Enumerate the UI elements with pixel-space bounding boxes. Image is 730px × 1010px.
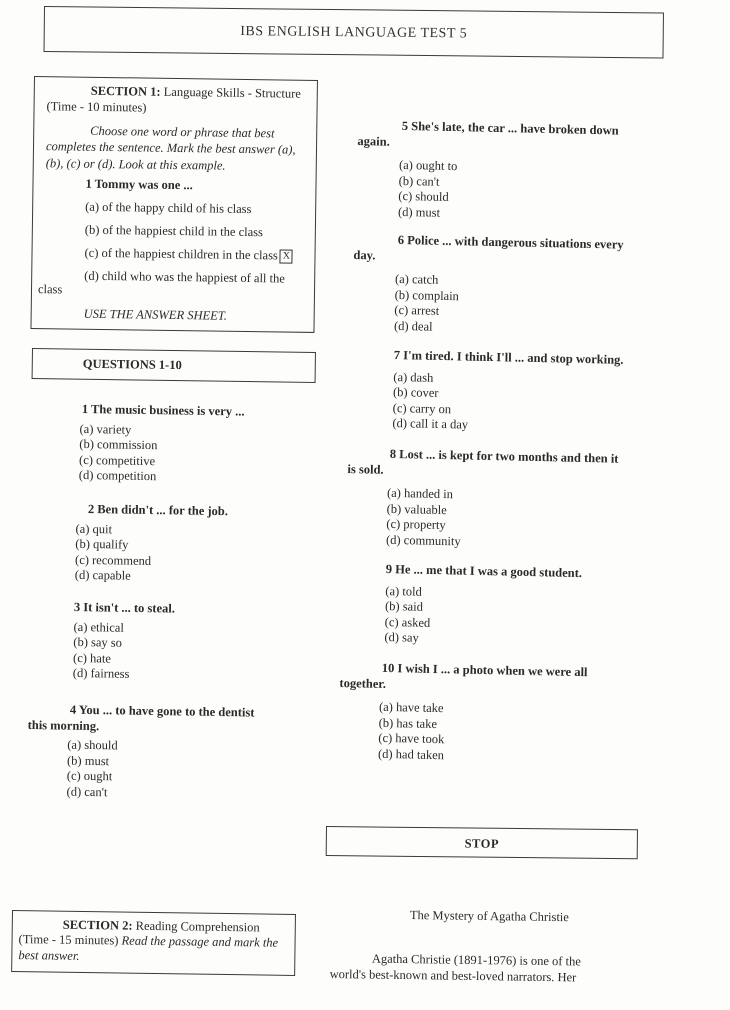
question-7 bbox=[392, 348, 623, 436]
option-d: (d) deal bbox=[393, 318, 433, 334]
question-stem-cont: again. bbox=[357, 133, 390, 149]
section2-heading-bold: SECTION 2: bbox=[62, 917, 133, 933]
section1-heading-bold: SECTION 1: bbox=[90, 83, 161, 99]
option-c: (c) have took bbox=[378, 731, 445, 747]
question-stem: 2 Ben didn't ... for the job. bbox=[87, 502, 229, 519]
option-d: (d) competition bbox=[78, 468, 157, 484]
question-stem: 6 Police ... with dangerous situations every bbox=[397, 232, 624, 252]
option-c: (c) asked bbox=[384, 614, 431, 630]
section1-instructions: Choose one word or phrase that best completes the sentence. Mark the best answer (a), (b), (c) or (d). Look at this example. bbox=[45, 123, 296, 173]
question-stem: 1 The music business is very ... bbox=[81, 402, 245, 419]
option-b: (b) complain bbox=[394, 287, 460, 303]
example-option-d-wrap: class bbox=[37, 282, 63, 297]
option-b: (b) must bbox=[66, 753, 110, 769]
stop-box bbox=[326, 826, 638, 859]
option-a: (a) dash bbox=[393, 369, 434, 385]
option-a: (a) ought to bbox=[398, 158, 458, 174]
section1-box bbox=[30, 76, 318, 333]
question-1 bbox=[78, 402, 245, 486]
question-4 bbox=[26, 702, 254, 803]
option-a: (a) ethical bbox=[73, 619, 124, 635]
example-option-b: (b) of the happiest child in the class bbox=[84, 222, 264, 240]
option-c: (c) ought bbox=[66, 768, 113, 784]
question-stem-cont: this morning. bbox=[27, 717, 100, 733]
question-5 bbox=[356, 118, 619, 225]
option-d: (d) community bbox=[385, 532, 461, 549]
option-b: (b) can't bbox=[398, 173, 440, 189]
question-stem: 10 I wish I ... a photo when we were all bbox=[381, 660, 588, 680]
example-option-c bbox=[84, 246, 293, 264]
question-stem: 3 It isn't ... to steal. bbox=[73, 600, 176, 616]
passage-text: Agatha Christie (1891-1976) is one of the world's best-known and best-loved narrators. Her bbox=[329, 951, 581, 985]
option-a: (a) variety bbox=[79, 421, 132, 437]
section1-heading bbox=[91, 84, 321, 102]
stop-label: STOP bbox=[464, 836, 500, 851]
example-option-d: (d) child who was the happiest of all the bbox=[84, 268, 285, 286]
questions-header-box bbox=[32, 348, 316, 383]
option-d: (d) can't bbox=[66, 784, 108, 800]
question-10 bbox=[338, 660, 588, 766]
question-stem-cont: day. bbox=[353, 247, 376, 263]
question-2 bbox=[74, 502, 229, 586]
option-d: (d) say bbox=[384, 630, 419, 645]
answer-mark-box: X bbox=[280, 250, 293, 264]
section2-time: (Time - 15 minutes) bbox=[18, 932, 119, 948]
option-d: (d) call it a day bbox=[392, 416, 469, 432]
option-d: (d) fairness bbox=[72, 666, 130, 682]
option-b: (b) valuable bbox=[386, 501, 447, 517]
question-9 bbox=[384, 562, 582, 650]
question-stem-cont: is sold. bbox=[347, 461, 384, 477]
option-b: (b) said bbox=[384, 599, 424, 614]
option-a: (a) have take bbox=[378, 700, 444, 716]
option-d: (d) must bbox=[397, 204, 441, 220]
section1-heading-rest: Language Skills - Structure bbox=[160, 84, 301, 101]
section1-time: (Time - 10 minutes) bbox=[46, 99, 147, 115]
option-a: (a) handed in bbox=[386, 486, 454, 502]
section2-instructions: Read the passage and mark the best answer. bbox=[18, 933, 279, 963]
option-a: (a) quit bbox=[75, 521, 113, 537]
option-c: (c) hate bbox=[72, 650, 112, 666]
option-a: (a) catch bbox=[394, 272, 439, 288]
question-stem-cont: together. bbox=[339, 675, 387, 691]
option-c: (c) competitive bbox=[78, 452, 156, 468]
question-stem: 4 You ... to have gone to the dentist bbox=[69, 702, 255, 720]
option-d: (d) capable bbox=[74, 567, 131, 583]
option-b: (b) say so bbox=[73, 635, 123, 650]
passage-title: The Mystery of Agatha Christie bbox=[409, 908, 569, 925]
section2-heading-rest: Reading Comprehension bbox=[132, 918, 260, 935]
option-b: (b) has take bbox=[378, 715, 438, 731]
question-stem: 7 I'm tired. I think I'll ... and stop working. bbox=[393, 348, 624, 367]
option-c: (c) arrest bbox=[394, 303, 440, 319]
option-c: (c) carry on bbox=[392, 400, 452, 416]
question-3 bbox=[73, 600, 175, 683]
test-title: IBS ENGLISH LANGUAGE TEST 5 bbox=[240, 24, 468, 42]
option-d: (d) had taken bbox=[377, 746, 445, 762]
question-stem: 8 Lost ... is kept for two months and then it bbox=[389, 446, 619, 466]
option-a: (a) should bbox=[67, 737, 118, 753]
test-title-box bbox=[44, 6, 664, 58]
section2-box bbox=[11, 910, 296, 976]
option-c: (c) should bbox=[398, 189, 449, 205]
answer-sheet-note: USE THE ANSWER SHEET. bbox=[83, 306, 228, 323]
option-c: (c) recommend bbox=[74, 552, 152, 568]
question-stem: 5 She's late, the car ... have broken down bbox=[401, 118, 619, 138]
question-8 bbox=[346, 446, 619, 553]
option-b: (b) commission bbox=[79, 437, 158, 453]
section2-instructions-block bbox=[18, 932, 290, 967]
questions-header: QUESTIONS 1-10 bbox=[82, 356, 182, 373]
example-option-a: (a) of the happy child of his class bbox=[85, 199, 252, 217]
example-option-c-text: (c) of the happiest children in the class bbox=[84, 245, 278, 263]
option-c: (c) property bbox=[386, 517, 446, 533]
option-b: (b) qualify bbox=[75, 536, 129, 552]
question-stem: 9 He ... me that I was a good student. bbox=[385, 562, 583, 581]
option-a: (a) told bbox=[385, 583, 422, 599]
question-6 bbox=[352, 232, 624, 339]
option-b: (b) cover bbox=[392, 385, 439, 401]
example-stem: 1 Tommy was one ... bbox=[85, 176, 193, 193]
